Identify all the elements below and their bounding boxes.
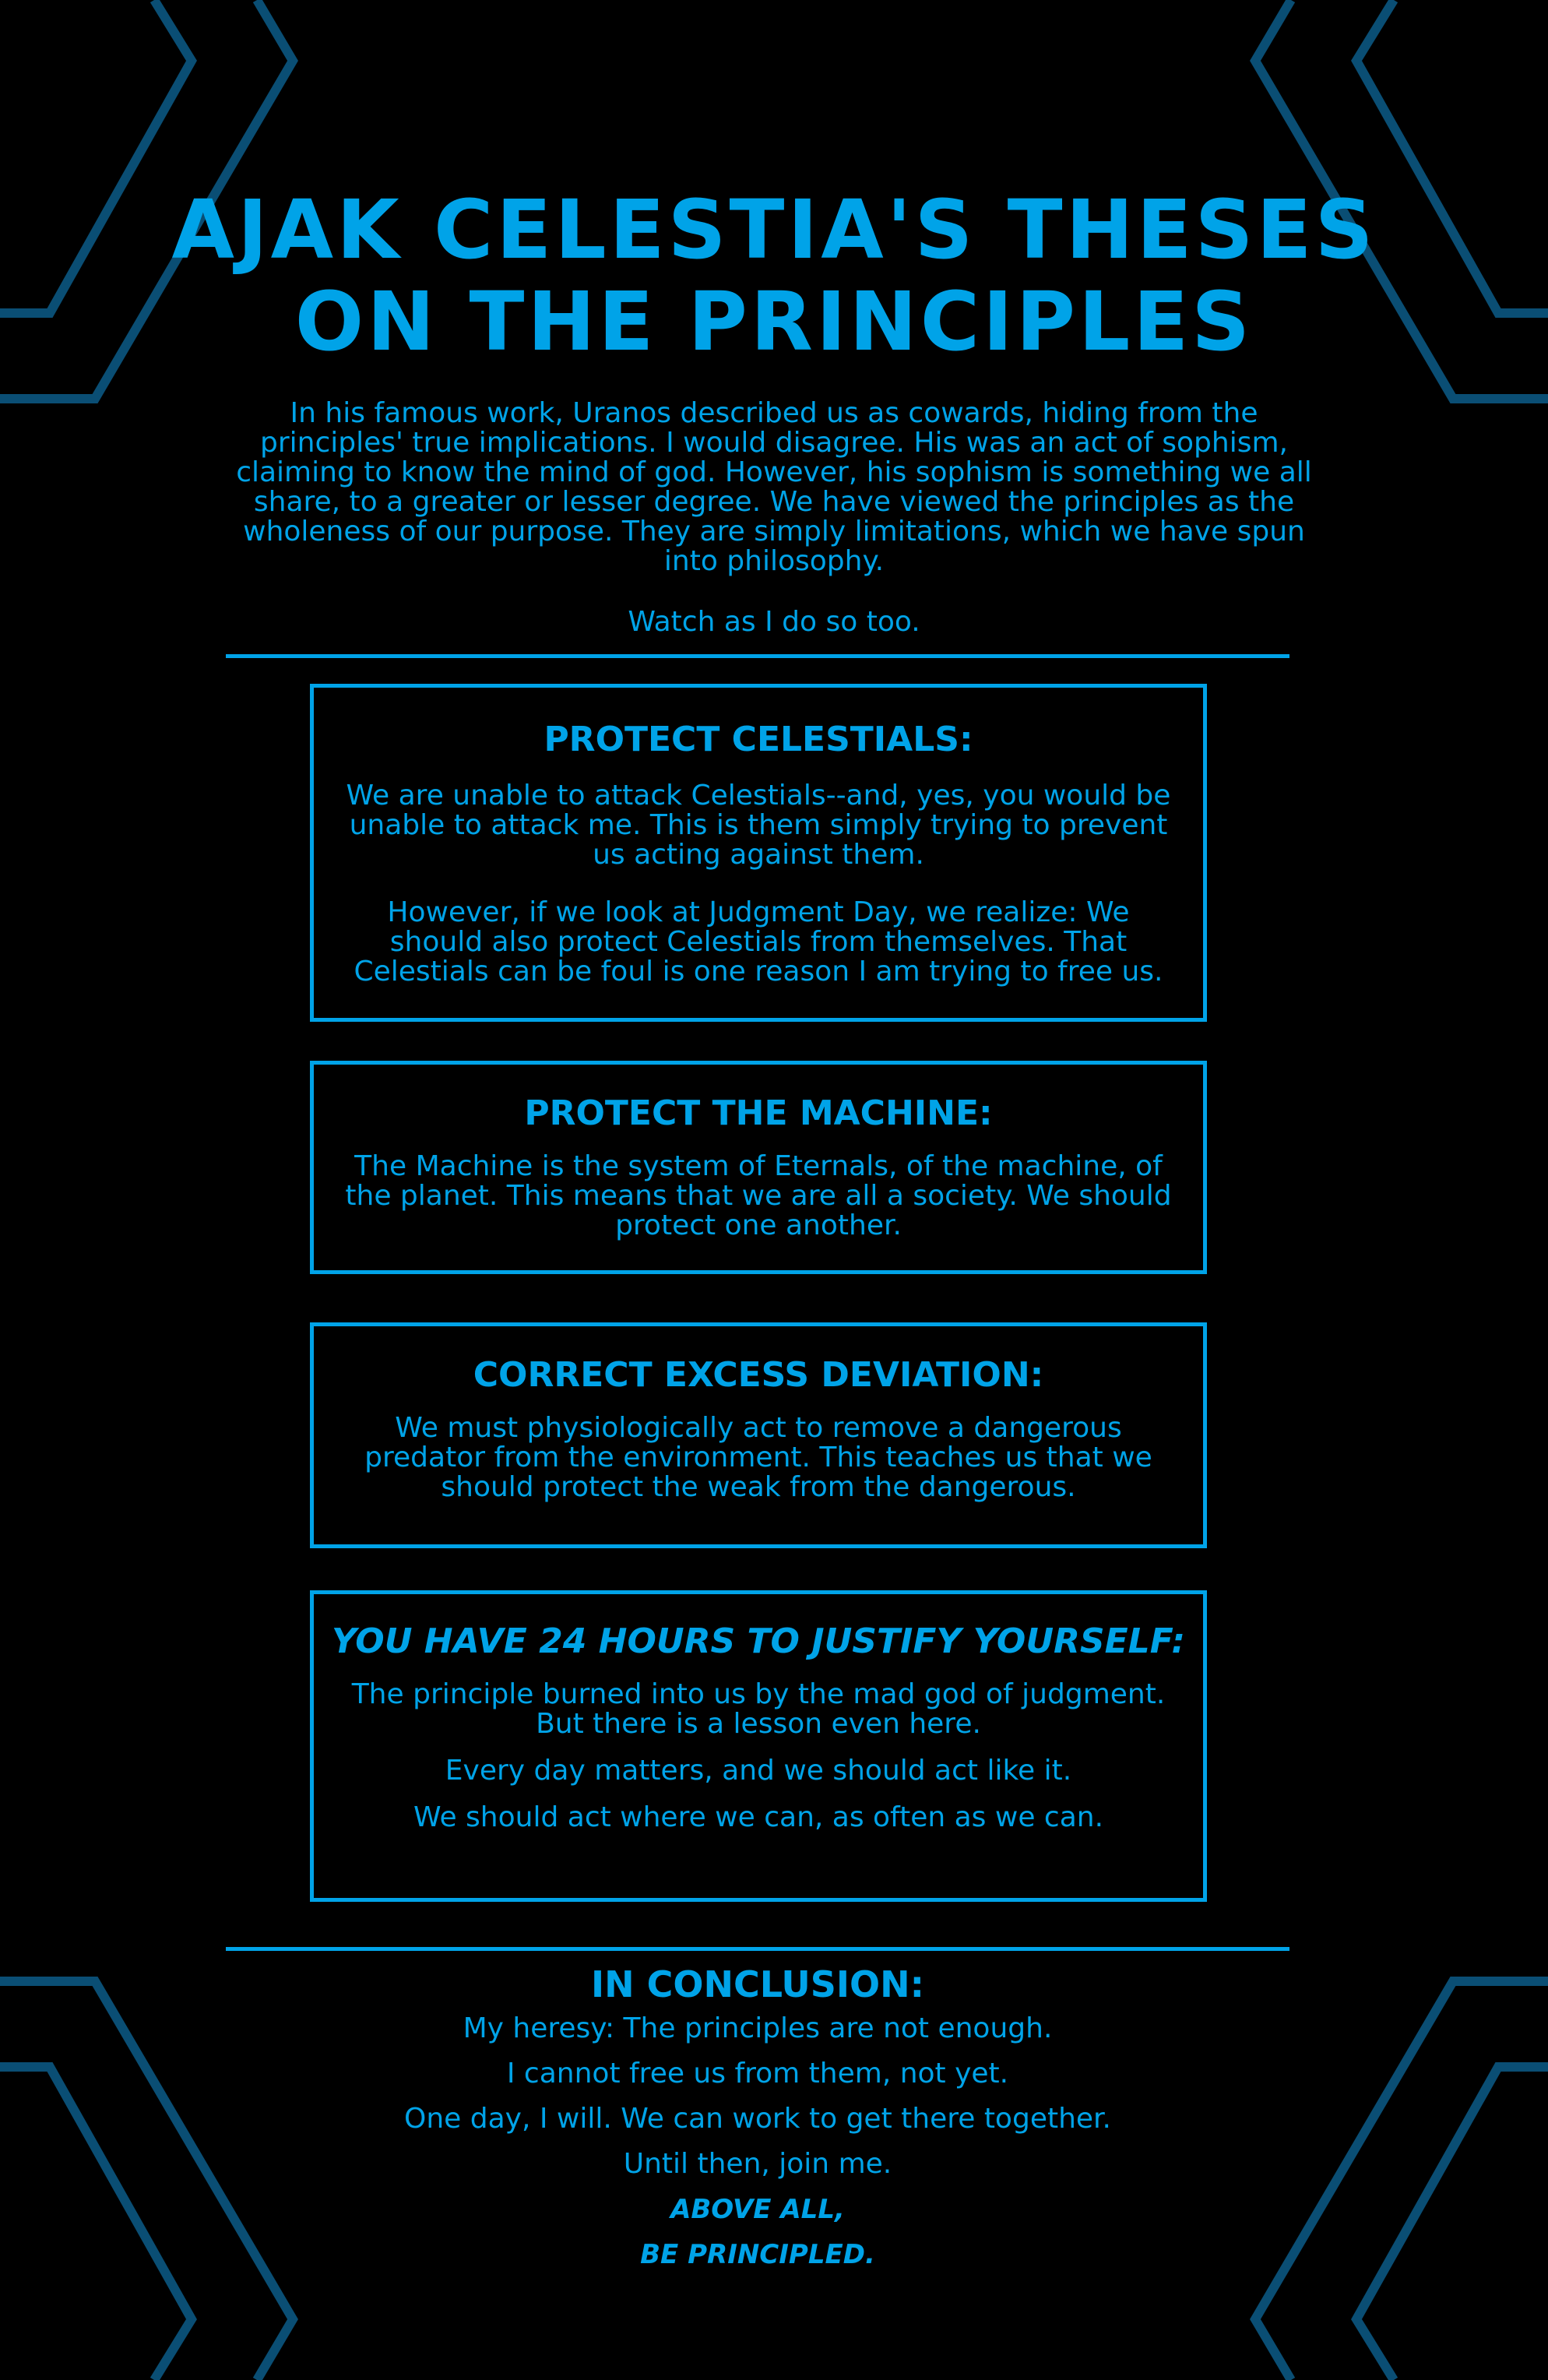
principle-paragraph: We should act where we can, as often as we can. [413, 1801, 1104, 1833]
principle-box-protect-machine [310, 1061, 1207, 1274]
conclusion-heading: IN CONCLUSION: [590, 1963, 924, 2005]
page-title [0, 184, 1548, 368]
conclusion-line: I cannot free us from them, not yet. [506, 2058, 1009, 2090]
principle-paragraph: We must physiologically act to remove a dangerous predator from the environment. This teaches us that we should protect the weak from the dangerous. [364, 1412, 1152, 1503]
principle-heading: PROTECT CELESTIALS: [544, 720, 973, 759]
principle-paragraph: We are unable to attack Celestials--and, yes, you would be unable to attack me. This is them simply trying to prevent us acting against them. [346, 780, 1171, 871]
principle-box-24-hours [310, 1590, 1207, 1902]
principle-box-protect-celestials [310, 684, 1207, 1022]
principle-heading: PROTECT THE MACHINE: [524, 1093, 993, 1133]
principle-heading: YOU HAVE 24 HOURS TO JUSTIFY YOURSELF: [332, 1621, 1185, 1661]
closing-line-2: BE PRINCIPLED. [640, 2239, 875, 2270]
conclusion-line: My heresy: The principles are not enough. [463, 2012, 1053, 2044]
conclusion-line: One day, I will. We can work to get there together. [404, 2103, 1111, 2135]
principle-paragraph: The principle burned into us by the mad god of judgment. But there is a lesson even here. [351, 1678, 1166, 1740]
intro-section [234, 399, 1314, 637]
principle-paragraph: However, if we look at Judgment Day, we realize: We should also protect Celestials from themselves. That Celestials can be foul is one reason I am trying to free us. [354, 896, 1163, 988]
intro-paragraph: In his famous work, Uranos described us as cowards, hiding from the principles' true implications. I would disagree. His was an act of sophism, claiming to know the mind of god. However, his sophism is something we all share, to a greater or lesser degree. We have viewed the principles as the wholeness of our purpose. They are simply limitations, which we have spun into philosophy. [236, 397, 1312, 577]
intro-closing: Watch as I do so too. [628, 606, 920, 638]
conclusion-section [226, 1963, 1289, 2277]
principle-box-correct-deviation [310, 1322, 1207, 1548]
divider-bottom [226, 1947, 1289, 1951]
divider-top [226, 654, 1289, 658]
title-line-1: AJAK CELESTIA'S THESES [171, 182, 1377, 277]
principle-heading: CORRECT EXCESS DEVIATION: [473, 1355, 1044, 1395]
principle-paragraph: The Machine is the system of Eternals, of the machine, of the planet. This means that we are all a society. We should protect one another. [345, 1150, 1172, 1241]
conclusion-line: Until then, join me. [623, 2148, 892, 2180]
title-line-2: ON THE PRINCIPLES [294, 274, 1254, 369]
principle-paragraph: Every day matters, and we should act like it. [445, 1755, 1072, 1787]
closing-line-1: ABOVE ALL, [670, 2194, 845, 2225]
